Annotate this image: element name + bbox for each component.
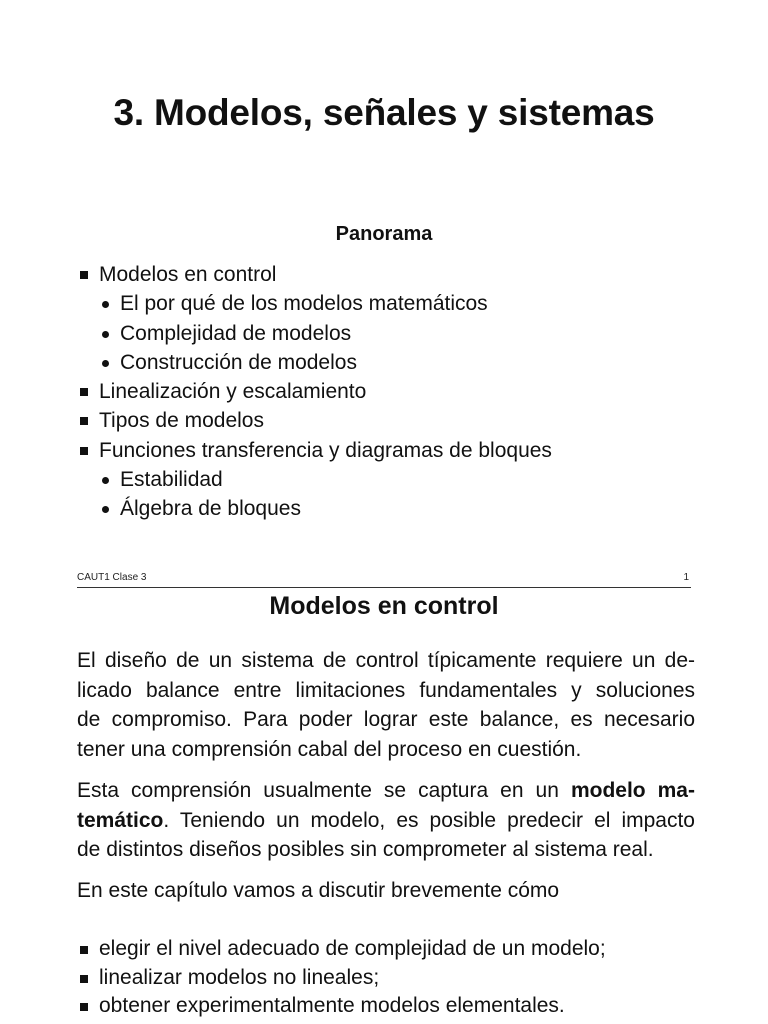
model-paragraph: [77, 776, 695, 865]
outline-item-text: Construcción de modelos: [120, 350, 357, 374]
outline-list: [78, 260, 552, 524]
slide-2: [0, 590, 768, 1024]
dot-bullet-icon: [102, 301, 109, 308]
list-item: [78, 935, 606, 964]
list-item: [78, 992, 606, 1021]
section-title: Modelos en control: [269, 592, 499, 620]
outline-item-text: Estabilidad: [120, 468, 223, 492]
outline-subitem: [78, 289, 552, 318]
paragraph-line: [77, 776, 695, 806]
dot-bullet-icon: [102, 477, 109, 484]
outline-subitem: [78, 348, 552, 377]
paragraph-line: En este capítulo vamos a discutir brevemente cómo: [77, 879, 560, 902]
list-item-text: linealizar modelos no lineales;: [99, 965, 380, 989]
outline-item-text: Funciones transferencia y diagramas de bloques: [99, 438, 552, 462]
paragraph-line: tener una comprensión cabal del proceso en cuestión.: [77, 737, 582, 761]
square-bullet-icon: [80, 447, 88, 455]
outline-heading: Panorama: [335, 223, 433, 245]
square-bullet-icon: [80, 1003, 88, 1011]
paragraph-line: El diseño de un sistema de control típicamente requiere un de-: [77, 649, 695, 672]
outline-subitem: [78, 465, 552, 494]
paragraph-line: de distintos diseños posibles sin comprometer al sistema real.: [77, 838, 654, 861]
list-item-text: elegir el nivel adecuado de complejidad de un modelo;: [99, 937, 606, 960]
paragraph-line: licado balance entre limitaciones fundamentales y soluciones: [77, 678, 695, 702]
list-item-text: obtener experimentalmente modelos elementales.: [99, 994, 565, 1017]
square-bullet-icon: [80, 271, 88, 279]
outline-item: [78, 377, 552, 406]
outline-subitem: [78, 319, 552, 348]
list-item: [78, 964, 606, 993]
outline-item-text: Modelos en control: [99, 263, 277, 286]
dot-bullet-icon: [102, 506, 109, 513]
paragraph-line: [77, 806, 695, 836]
outline-item-text: El por qué de los modelos matemáticos: [120, 292, 488, 316]
outline-item: [78, 406, 552, 435]
outline-subitem: [78, 494, 552, 523]
outline-item-text: Tipos de modelos: [99, 409, 264, 433]
paragraph-text: Esta comprensión usualmente se captura en un: [77, 779, 571, 802]
slide-footer: [77, 572, 691, 588]
dot-bullet-icon: [102, 331, 109, 338]
course-label: CAUT1 Clase 3: [77, 572, 147, 583]
objectives-list: [78, 935, 606, 1021]
page-title: 3. Modelos, señales y sistemas: [113, 92, 655, 133]
dot-bullet-icon: [102, 360, 109, 367]
emphasis-text: temático: [77, 808, 164, 832]
chapter-intro-paragraph: [77, 876, 695, 906]
square-bullet-icon: [80, 975, 88, 983]
outline-item: [78, 436, 552, 465]
outline-item-text: Linealización y escalamiento: [99, 380, 367, 404]
footer-divider: [77, 587, 691, 588]
square-bullet-icon: [80, 417, 88, 425]
outline-item-text: Complejidad de modelos: [120, 321, 352, 345]
emphasis-text: modelo ma-: [570, 779, 695, 802]
paragraph-text: . Teniendo un modelo, es posible predecir el impacto: [163, 808, 695, 832]
intro-paragraph: [77, 646, 695, 764]
square-bullet-icon: [80, 388, 88, 396]
square-bullet-icon: [80, 946, 88, 954]
paragraph-line: de compromiso. Para poder lograr este balance, es necesario: [77, 708, 695, 731]
page-number: 1: [683, 572, 689, 583]
outline-item-text: Álgebra de bloques: [120, 497, 301, 521]
outline-item: [78, 260, 552, 289]
